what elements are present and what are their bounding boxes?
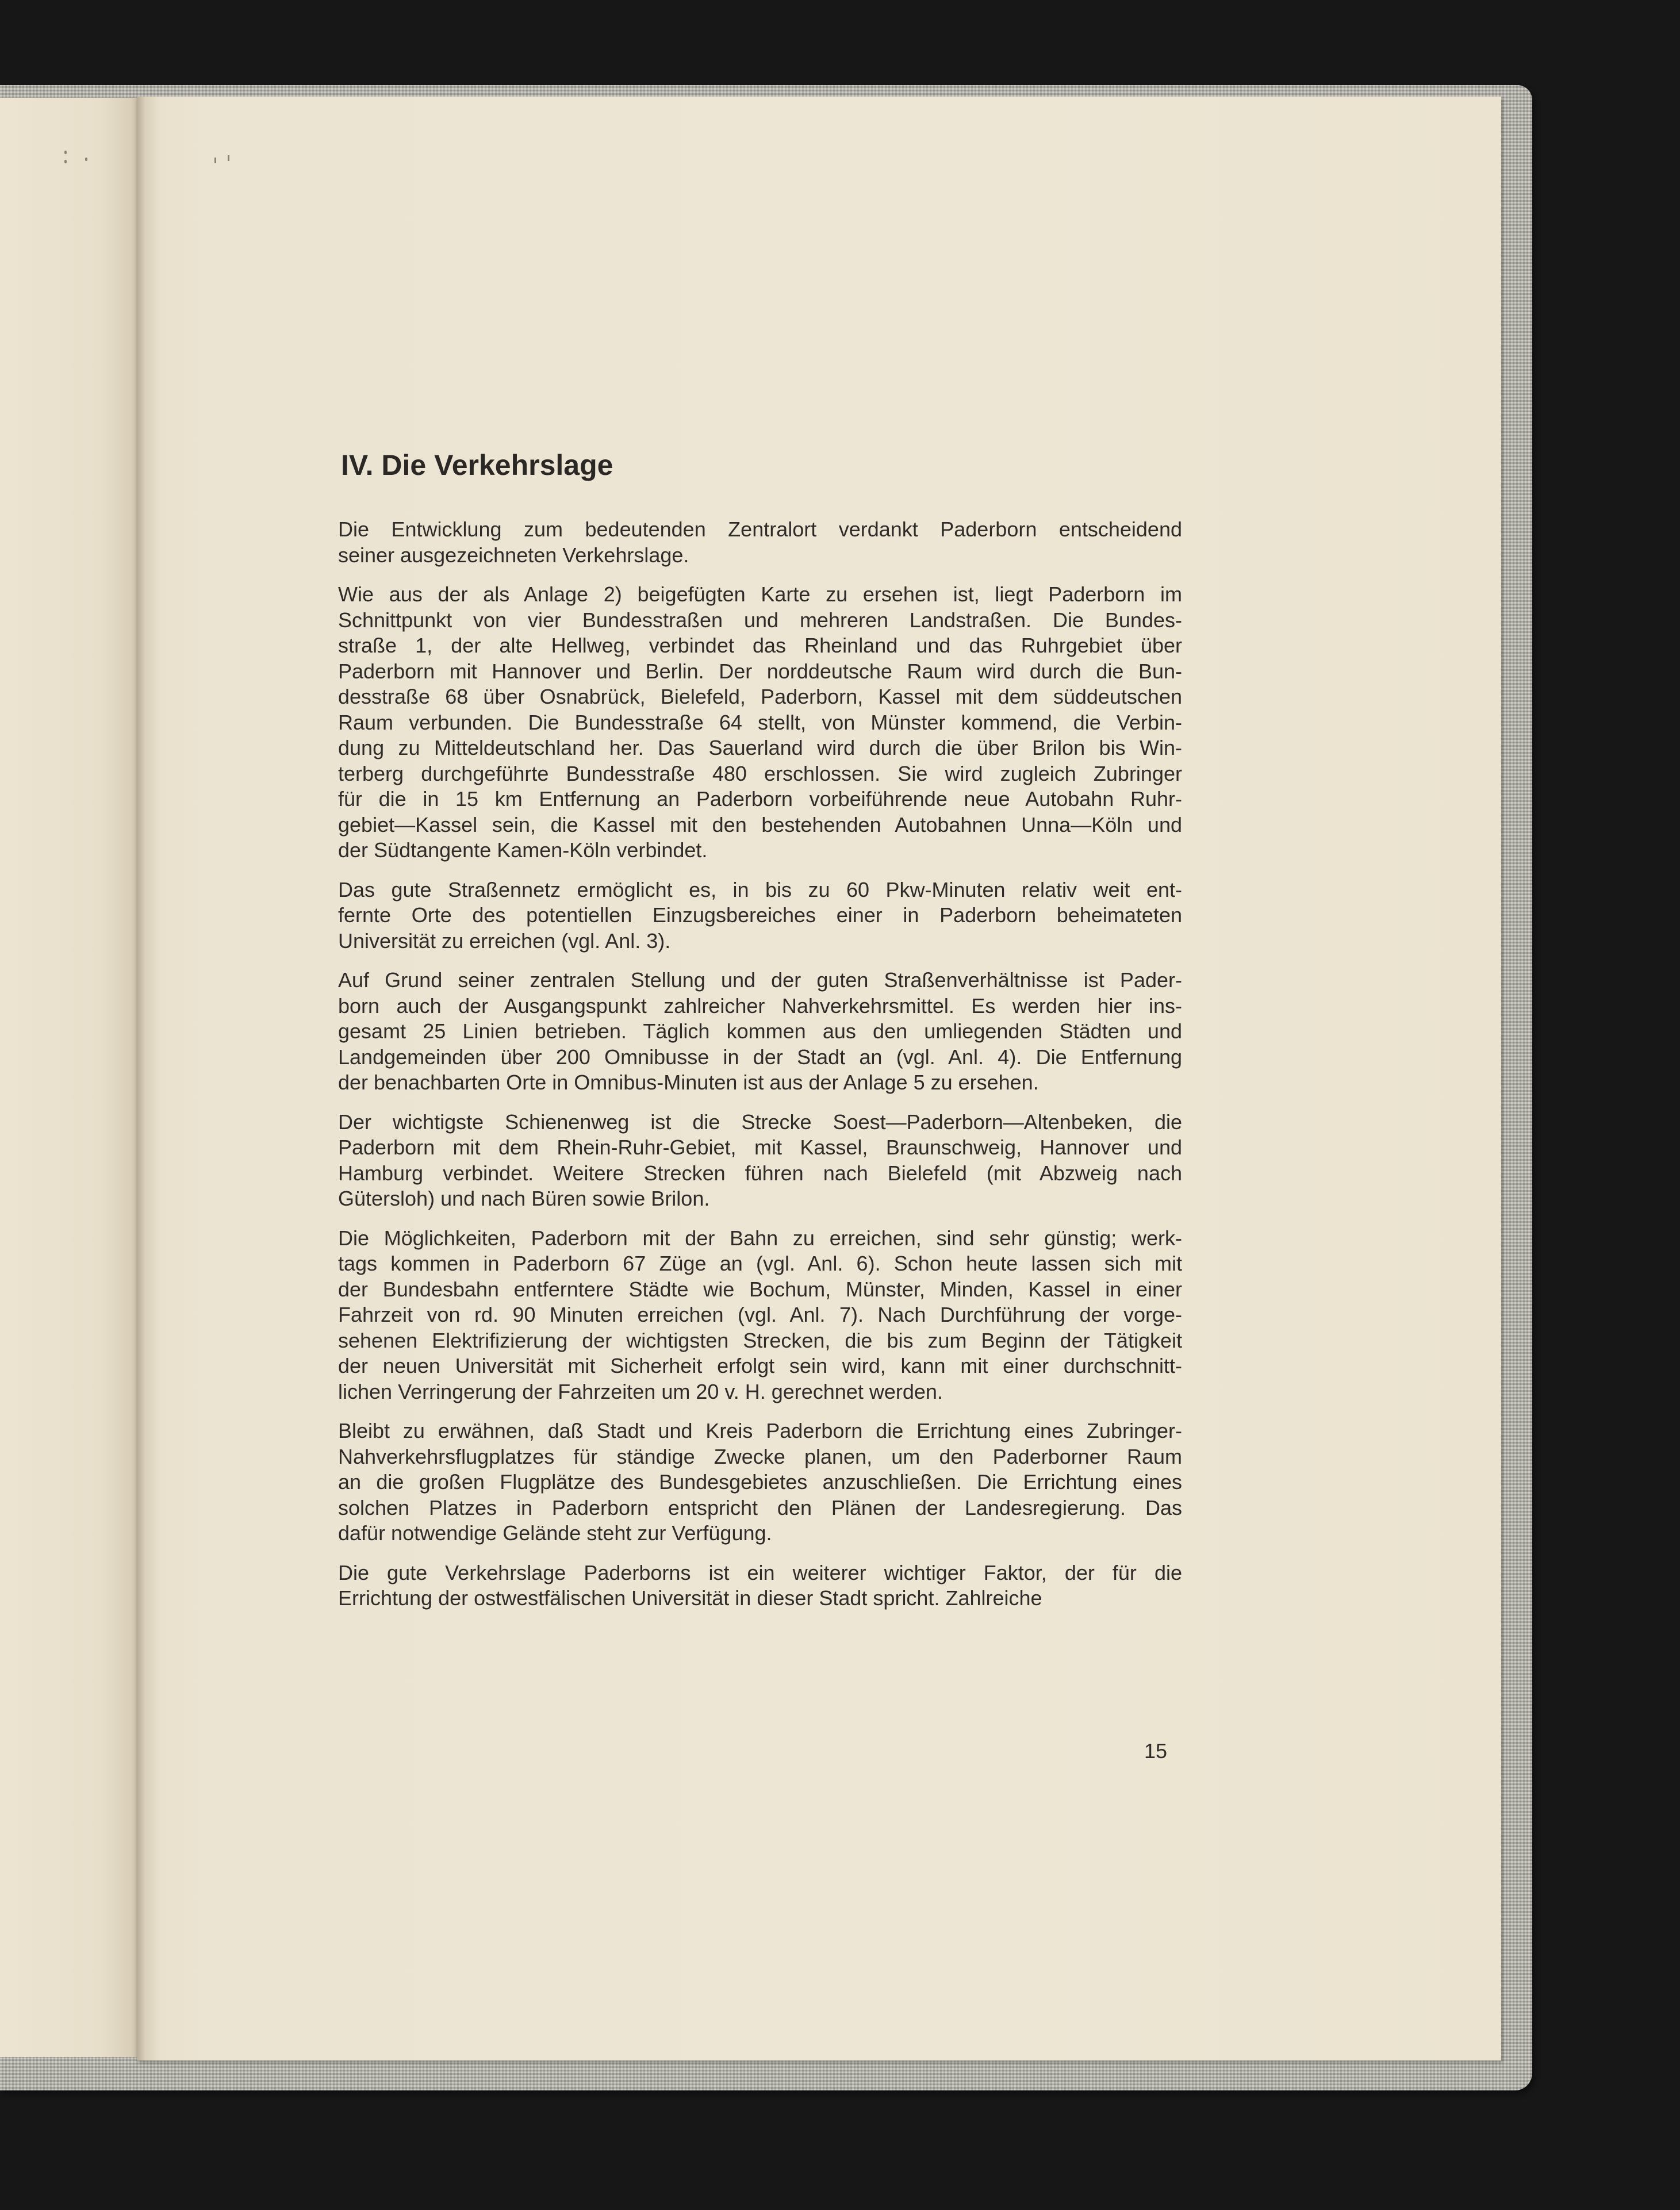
text-line: born auch der Ausgangspunkt zahlreicher Nahverkehrsmittel. Es werden hier ins-	[338, 993, 1182, 1018]
section-heading: IV. Die Verkehrslage	[341, 449, 613, 481]
paragraph	[338, 1110, 1182, 1212]
text-line: Fahrzeit von rd. 90 Minuten erreichen (vgl. Anl. 7). Nach Durchführung der vorge-	[338, 1303, 1182, 1326]
paragraph	[338, 1418, 1182, 1547]
paragraph	[338, 1226, 1182, 1405]
text-line: Universität zu erreichen (vgl. Anl. 3).	[338, 928, 671, 953]
text-line: Raum verbunden. Die Bundesstraße 64 stellt, von Münster kommend, die Verbin-	[338, 710, 1182, 734]
text-line: Paderborn mit Hannover und Berlin. Der norddeutsche Raum wird durch die Bun-	[338, 659, 1182, 683]
text-line: an die großen Flugplätze des Bundesgebietes anzuschließen. Die Errichtung eines	[338, 1470, 1182, 1494]
paragraph	[338, 877, 1182, 954]
page-speck	[228, 155, 229, 161]
paragraph	[338, 582, 1182, 864]
text-line: Errichtung der ostwestfälischen Universität in dieser Stadt spricht. Zahlreiche	[338, 1586, 1042, 1610]
text-line: Die Entwicklung zum bedeutenden Zentralort verdankt Paderborn entscheidend	[338, 517, 1182, 541]
text-line: lichen Verringerung der Fahrzeiten um 20 v. H. gerechnet werden.	[338, 1379, 943, 1403]
text-line: Bleibt zu erwähnen, daß Stadt und Kreis Paderborn die Errichtung eines Zubringer-	[338, 1419, 1182, 1442]
text-line: Wie aus der als Anlage 2) beigefügten Karte zu ersehen ist, liegt Paderborn im	[338, 582, 1182, 606]
text-line: Paderborn mit dem Rhein-Ruhr-Gebiet, mit Kassel, Braunschweig, Hannover und	[338, 1135, 1182, 1159]
text-line: seiner ausgezeichneten Verkehrslage.	[338, 543, 689, 567]
text-line: Gütersloh) und nach Büren sowie Brilon.	[338, 1187, 710, 1210]
page-speck	[64, 160, 67, 163]
left-page	[0, 98, 143, 2057]
text-line: gesamt 25 Linien betrieben. Täglich kommen aus den umliegenden Städten und	[338, 1019, 1182, 1043]
text-line: fernte Orte des potentiellen Einzugsbereiches einer in Paderborn beheimateten	[338, 903, 1182, 927]
text-line: sehenen Elektrifizierung der wichtigsten Strecken, die bis zum Beginn der Tätigkeit	[338, 1328, 1182, 1352]
text-line: Der wichtigste Schienenweg ist die Strecke Soest—Paderborn—Altenbeken, die	[338, 1110, 1182, 1134]
text-line: tags kommen in Paderborn 67 Züge an (vgl. Anl. 6). Schon heute lassen sich mit	[338, 1252, 1182, 1275]
text-line: der Bundesbahn entferntere Städte wie Bochum, Münster, Minden, Kassel in einer	[338, 1277, 1182, 1301]
text-line: der neuen Universität mit Sicherheit erfolgt sein wird, kann mit einer durchschnitt-	[338, 1354, 1182, 1378]
text-line: desstraße 68 über Osnabrück, Bielefeld, Paderborn, Kassel mit dem süddeutschen	[338, 685, 1182, 708]
page-speck	[214, 158, 216, 163]
text-line: Schnittpunkt von vier Bundesstraßen und mehreren Landstraßen. Die Bundes-	[338, 608, 1182, 632]
text-line: straße 1, der alte Hellweg, verbindet das Rheinland und das Ruhrgebiet über	[338, 634, 1182, 657]
text-line: gebiet—Kassel sein, die Kassel mit den bestehenden Autobahnen Unna—Köln und	[338, 812, 1182, 837]
paragraph	[338, 517, 1182, 568]
text-line: Auf Grund seiner zentralen Stellung und der guten Straßenverhältnisse ist Pader-	[338, 968, 1182, 992]
text-line: der benachbarten Orte in Omnibus-Minuten ist aus der Anlage 5 zu ersehen.	[338, 1071, 1039, 1094]
body-text	[338, 517, 1182, 1625]
text-line: solchen Platzes in Paderborn entspricht den Plänen der Landesregierung. Das	[338, 1495, 1182, 1520]
text-line: Die Möglichkeiten, Paderborn mit der Bahn zu erreichen, sind sehr günstig; werk-	[338, 1226, 1182, 1250]
text-line: der Südtangente Kamen-Köln verbindet.	[338, 838, 708, 862]
text-line: Die gute Verkehrslage Paderborns ist ein weiterer wichtiger Faktor, der für die	[338, 1560, 1182, 1584]
text-line: Das gute Straßennetz ermöglicht es, in bis zu 60 Pkw-Minuten relativ weit ent-	[338, 877, 1182, 901]
text-line: Hamburg verbindet. Weitere Strecken führen nach Bielefeld (mit Abzweig nach	[338, 1161, 1182, 1185]
text-line: Landgemeinden über 200 Omnibusse in der Stadt an (vgl. Anl. 4). Die Entfernung	[338, 1045, 1182, 1069]
text-line: dung zu Mitteldeutschland her. Das Sauerland wird durch die über Brilon bis Win-	[338, 736, 1182, 759]
paragraph	[338, 968, 1182, 1096]
text-line: dafür notwendige Gelände steht zur Verfügung.	[338, 1521, 772, 1545]
text-line: für die in 15 km Entfernung an Paderborn vorbeiführende neue Autobahn Ruhr-	[338, 787, 1182, 811]
paragraph	[338, 1560, 1182, 1612]
page-speck	[64, 151, 67, 154]
text-line: Nahverkehrsflugplatzes für ständige Zwecke planen, um den Paderborner Raum	[338, 1444, 1182, 1468]
text-line: terberg durchgeführte Bundesstraße 480 erschlossen. Sie wird zugleich Zubringer	[338, 761, 1182, 785]
page-number: 15	[1144, 1739, 1168, 1763]
page-speck	[85, 158, 87, 161]
